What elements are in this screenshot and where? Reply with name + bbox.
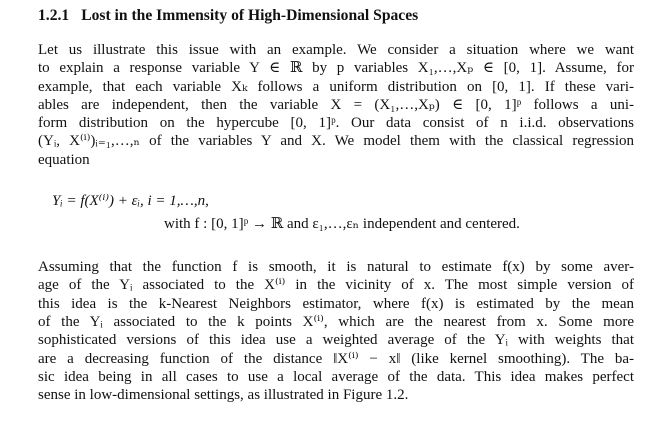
document-page xyxy=(38,6,634,404)
paragraph-knn xyxy=(38,258,634,404)
text-line: age of the Yᵢ associated to the X⁽ⁱ⁾ in the vicinity of x. The most simple version of xyxy=(38,277,634,294)
section-number: 1.2.1 xyxy=(38,7,70,24)
text-line: are a decreasing function of the distance ‖X⁽ⁱ⁾ − x‖ (like kernel smoothing). The ba- xyxy=(38,350,634,367)
text-line: (Yᵢ, X⁽ⁱ⁾)ᵢ₌₁,…,ₙ of the variables Y and X. We model them with the classical regression xyxy=(38,133,634,150)
section-heading xyxy=(38,6,634,26)
text-line: equation xyxy=(38,151,90,168)
text-line: example, that each variable Xₖ follows a uniform distribution on [0, 1]. If these vari- xyxy=(38,78,634,95)
text-line: this idea is the k-Nearest Neighbors estimator, where f(x) is estimated by the mean xyxy=(38,295,634,312)
text-line: to explain a response variable Y ∈ ℝ by p variables X₁,…,Xₚ ∈ [0, 1]. Assume, for xyxy=(38,60,634,77)
text-line: Assuming that the function f is smooth, it is natural to estimate f(x) by some aver- xyxy=(38,259,634,276)
text-line: form distribution on the hypercube [0, 1]ᵖ. Our data consist of n i.i.d. observations xyxy=(38,115,634,132)
equation-main: Yᵢ = f(X⁽ⁱ⁾) + εᵢ, i = 1,…,n, xyxy=(52,193,209,210)
text-line: ables are independent, then the variable X = (X₁,…,Xₚ) ∈ [0, 1]ᵖ follows a uni- xyxy=(38,96,634,113)
equation-conditions: with f : [0, 1]ᵖ → ℝ and ε₁,…,εₙ independent and centered. xyxy=(164,216,520,233)
regression-equation xyxy=(38,185,634,241)
text-line: sophisticated versions of this idea use a weighted average of the Yᵢ with weights that xyxy=(38,332,634,349)
text-line: of the Yᵢ associated to the k points X⁽ⁱ⁾, which are the nearest from x. Some more xyxy=(38,313,634,330)
paragraph-intro xyxy=(38,41,634,169)
text-line: sense in low-dimensional settings, as illustrated in Figure 1.2. xyxy=(38,387,409,404)
section-title: Lost in the Immensity of High-Dimensional Spaces xyxy=(81,7,419,24)
text-line: sic idea being in all cases to use a local average of the data. This idea makes perfect xyxy=(38,368,634,385)
text-line: Let us illustrate this issue with an example. We consider a situation where we want xyxy=(38,42,634,58)
